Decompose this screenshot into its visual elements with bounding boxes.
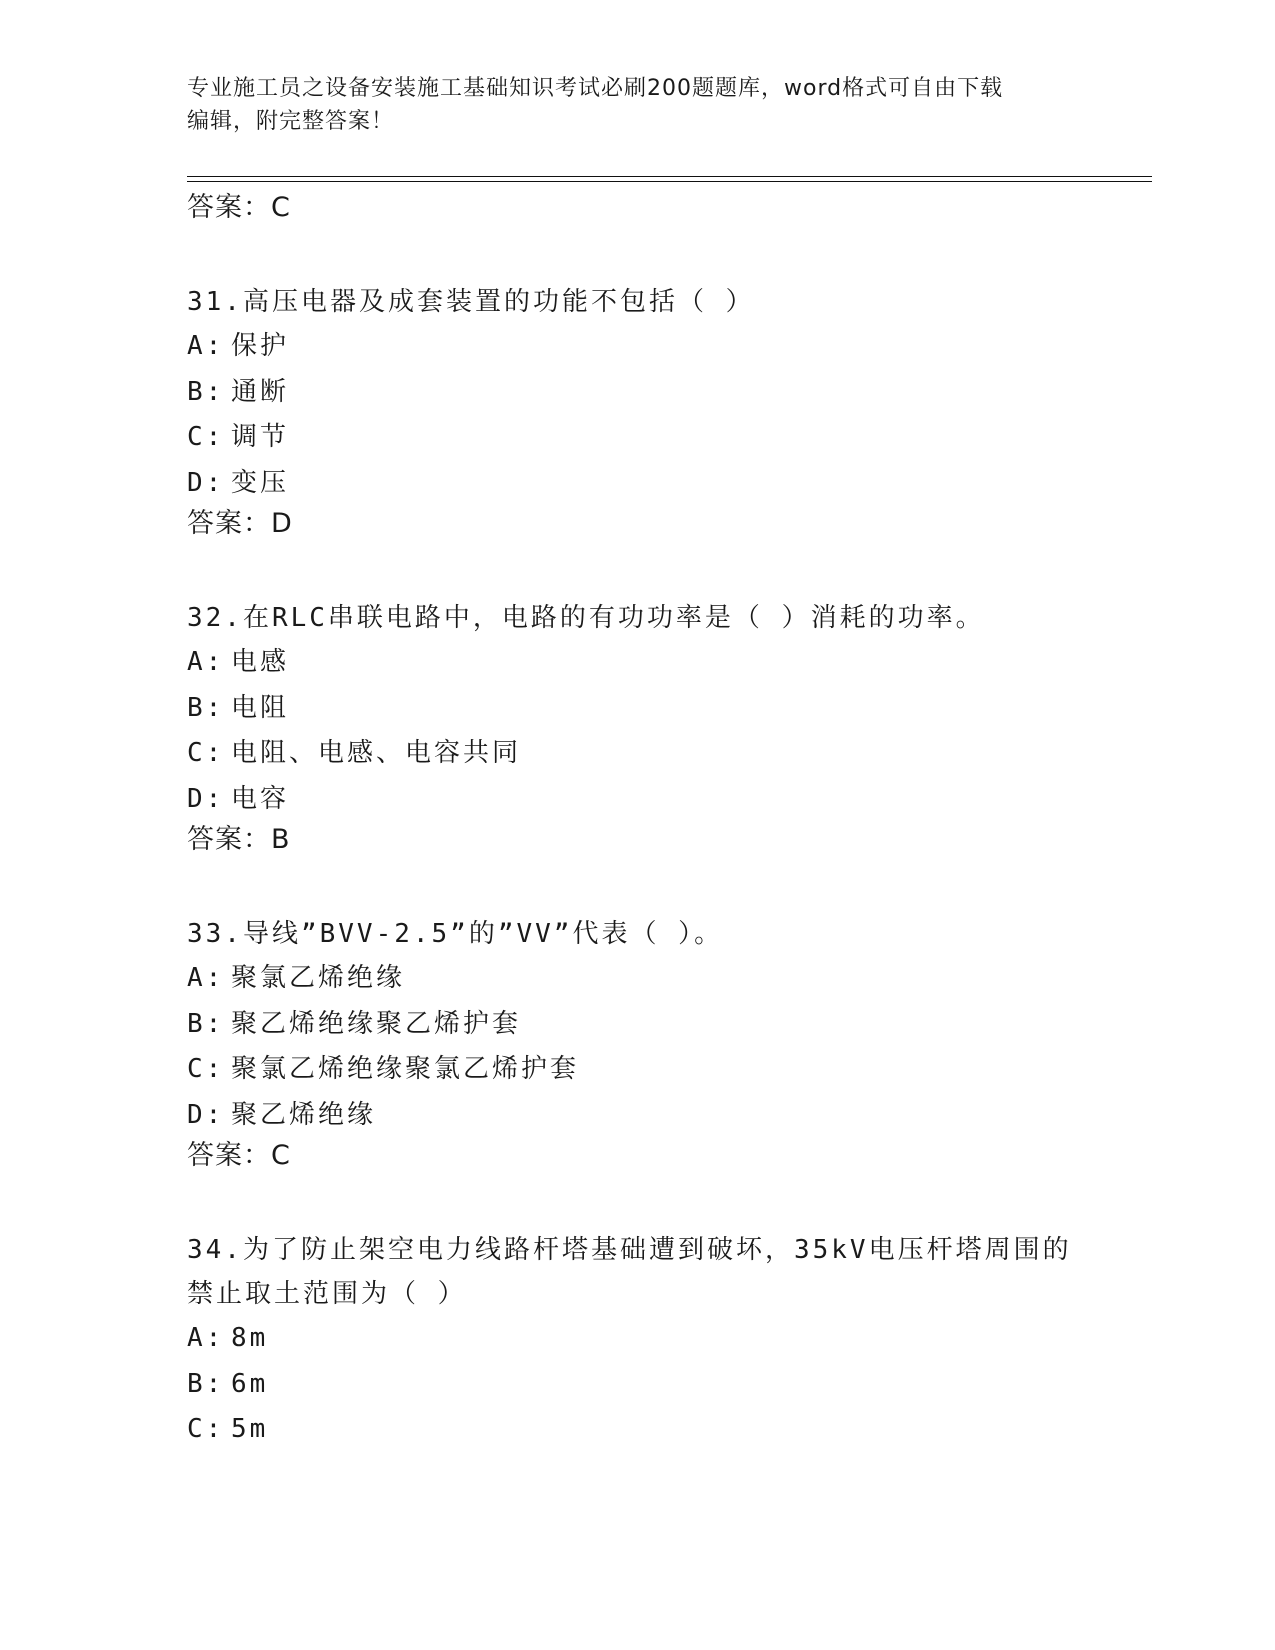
option-letter: D:: [187, 783, 225, 814]
option-text: 聚乙烯绝缘: [231, 1099, 377, 1130]
option-a: [187, 956, 1087, 1002]
question-text: 34.为了防止架空电力线路杆塔基础遭到破坏，35kV电压杆塔周围的禁止取土范围为（ ）: [187, 1235, 1072, 1309]
option-text: 变压: [231, 467, 290, 498]
option-b: [187, 1362, 1087, 1408]
option-c: [187, 415, 1087, 461]
answer-line: 答案：B: [187, 824, 291, 855]
option-letter: C:: [187, 1054, 225, 1084]
option-text: 调节: [231, 422, 290, 452]
header-divider-bottom: [187, 181, 1152, 182]
option-c: [187, 1407, 1087, 1453]
header-line-2: 编辑，附完整答案！: [187, 109, 395, 134]
option-text: 保护: [231, 331, 290, 361]
option-letter: A:: [187, 963, 225, 993]
option-text: 电容: [231, 783, 290, 814]
option-text: 聚氯乙烯绝缘: [231, 963, 406, 993]
answer-line: 答案：D: [187, 508, 293, 539]
previous-answer: 答案：C: [187, 192, 291, 223]
option-b: [187, 370, 1087, 416]
option-b: [187, 686, 1087, 732]
question-34: [187, 1228, 1087, 1453]
question-text: 33.导线”BVV-2.5”的”VV”代表（ ）。: [187, 919, 724, 949]
option-a: [187, 640, 1087, 686]
option-text: 电阻: [231, 692, 290, 723]
option-text: 聚氯乙烯绝缘聚氯乙烯护套: [231, 1054, 580, 1084]
question-32: [187, 596, 1087, 858]
option-a: [187, 1316, 1087, 1362]
option-letter: D:: [187, 467, 225, 498]
option-d: [187, 461, 1087, 507]
option-text: 电感: [231, 647, 290, 677]
question-text: 31.高压电器及成套装置的功能不包括（ ）: [187, 287, 755, 317]
option-letter: C:: [187, 738, 225, 768]
option-letter: B:: [187, 376, 225, 407]
option-text: 5m: [231, 1414, 269, 1444]
header-divider-top: [187, 176, 1152, 177]
option-letter: B:: [187, 692, 225, 723]
option-text: 6m: [231, 1368, 269, 1399]
question-31: [187, 280, 1087, 542]
option-c: [187, 731, 1087, 777]
option-text: 电阻、电感、电容共同: [231, 738, 522, 768]
option-letter: B:: [187, 1008, 225, 1039]
question-list: [187, 190, 1087, 1453]
option-text: 聚乙烯绝缘聚乙烯护套: [231, 1008, 522, 1039]
option-d: [187, 1093, 1087, 1139]
option-text: 通断: [231, 376, 290, 407]
option-b: [187, 1002, 1087, 1048]
option-letter: A:: [187, 331, 225, 361]
header-line-1: 专业施工员之设备安装施工基础知识考试必刷200题题库，word格式可自由下载: [187, 76, 1004, 101]
answer-line: 答案：C: [187, 1140, 291, 1171]
option-letter: B:: [187, 1368, 225, 1399]
option-d: [187, 777, 1087, 823]
option-c: [187, 1047, 1087, 1093]
option-letter: D:: [187, 1099, 225, 1130]
question-text: 32.在RLC串联电路中，电路的有功功率是（ ）消耗的功率。: [187, 603, 985, 633]
option-letter: C:: [187, 422, 225, 452]
option-letter: A:: [187, 647, 225, 677]
option-letter: A:: [187, 1323, 225, 1353]
document-header: [187, 72, 1087, 138]
option-a: [187, 324, 1087, 370]
option-text: 8m: [231, 1323, 269, 1353]
option-letter: C:: [187, 1414, 225, 1444]
question-33: [187, 912, 1087, 1174]
